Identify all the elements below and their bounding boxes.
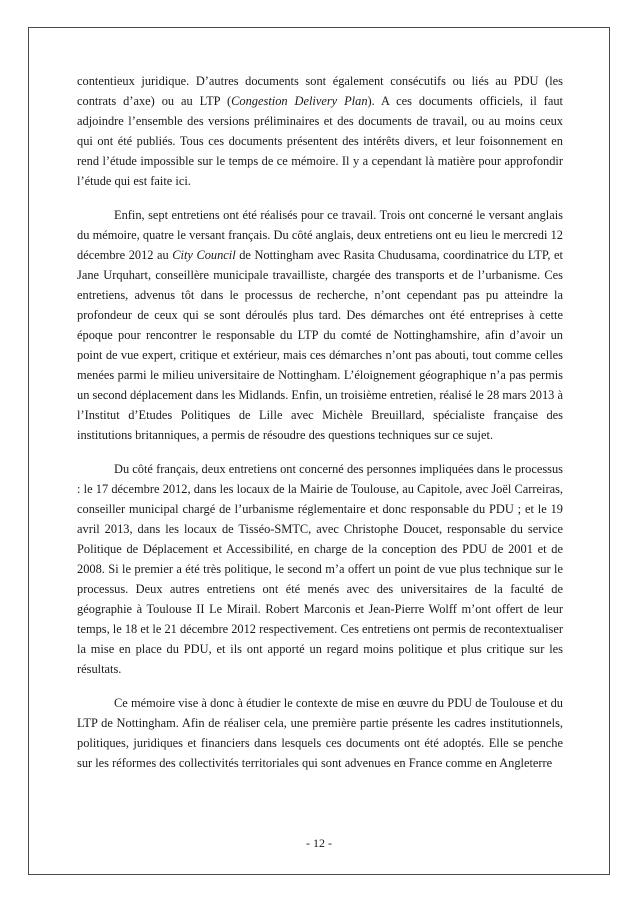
paragraph-1-italic-term: Congestion Delivery Plan bbox=[231, 94, 368, 108]
paragraph-3-text: Du côté français, deux entretiens ont concerné des personnes impliquées dans le processus : le 17 décembre 2012, dans les locaux de la Mairie de Toulouse, au Capitole, avec Joël Carreiras, conseiller municipal chargé de l’urbanisme réglementaire et donc responsable du PDU ; et le 19 avril 2013, dans les locaux de Tisséo-SMTC, avec Christophe Doucet, responsable du service Politique de Déplacement et Accessibilité, en charge de la conception des PDU de 2001 et de 2008. Si le premier a été très politique, le second m’a offert un point de vue plus technique sur le processus. Deux autres entretiens ont été menés avec des universitaires de la faculté de géographie à Toulouse II Le Mirail. Robert Marconis et Jean-Pierre Wolff m’ont offert de leur temps, le 18 et le 21 décembre 2012 respectivement. Ces entretiens ont permis de recontextualiser la mise en place du PDU, et ils ont apporté un regard moins politique et plus critique sur les résultats. bbox=[77, 462, 563, 676]
paragraph-4-text: Ce mémoire vise à donc à étudier le contexte de mise en œuvre du PDU de Toulouse et du LTP de Nottingham. Afin de réaliser cela, une première partie présente les cadres institutionnels, politiques, juridiques et financiers dans lesquels ces documents ont été adoptés. Elle se penche sur les réformes des collectivités territoriales qui sont advenues en France comme en Angleterre bbox=[77, 696, 563, 770]
paragraph-2-italic-term: City Council bbox=[172, 248, 236, 262]
page-body bbox=[77, 71, 563, 773]
paragraph-4 bbox=[77, 693, 563, 773]
paragraph-1-text: contentieux juridique. D’autres documents sont également consécutifs ou liés au PDU (les contrats d’axe) ou au LTP ( bbox=[77, 74, 563, 108]
paragraph-1 bbox=[77, 71, 563, 191]
paragraph-2-text-continued: de Nottingham avec Rasita Chudusama, coordinatrice du LTP, et Jane Urquhart, conseillère municipale travailliste, chargée des transports et de l’urbanisme. Ces entretiens, advenus tôt dans le processus de recherche, n’ont cependant pas pu atteindre la profondeur de ceux qui se sont déroulés plus tard. Des démarches ont été entreprises à cette époque pour rencontrer le responsable du LTP du comté de Nottinghamshire, afin d’avoir un point de vue expert, critique et extérieur, mais ces démarches n’ont pas abouti, tout comme celles menées parmi le milieu universitaire de Nottingham. L’éloignement géographique n’a pas permis un second déplacement dans les Midlands. Enfin, un troisième entretien, réalisé le 28 mars 2013 à l’Institut d’Etudes Politiques de Lille avec Michèle Breuillard, spécialiste française des institutions britanniques, a permis de résoudre des questions techniques sur ce sujet. bbox=[77, 248, 563, 442]
paragraph-3 bbox=[77, 459, 563, 679]
paragraph-2 bbox=[77, 205, 563, 445]
paragraph-2-text: Enfin, sept entretiens ont été réalisés pour ce travail. Trois ont concerné le versant anglais du mémoire, quatre le versant français. Du côté anglais, deux entretiens ont eu lieu le mercredi 12 décembre 2012 au bbox=[77, 208, 563, 262]
paragraph-1-text-continued: ). A ces documents officiels, il faut adjoindre l’ensemble des versions préliminaires et des documents de travail, ou au moins ceux qui ont été publiés. Tous ces documents présentent des intérêts divers, et leur foisonnement en rend l’étude impossible sur le temps de ce mémoire. Il y a cependant là matière pour approfondir l’étude qui est faite ici. bbox=[77, 94, 564, 188]
page-number: - 12 - bbox=[306, 836, 332, 850]
